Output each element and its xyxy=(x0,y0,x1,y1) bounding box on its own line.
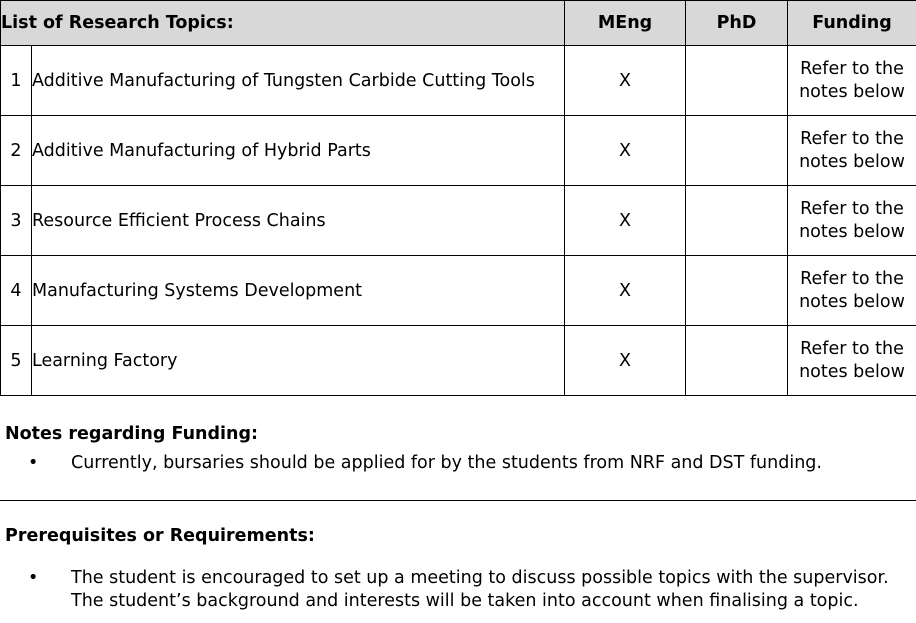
bullet-icon: • xyxy=(28,453,39,473)
row-number: 5 xyxy=(1,326,32,396)
phd-mark xyxy=(686,116,788,186)
table-header-row xyxy=(1,1,916,46)
funding-notes-section xyxy=(0,424,916,475)
row-number: 2 xyxy=(1,116,32,186)
table-row xyxy=(1,116,916,186)
funding-line-1: Refer to the xyxy=(800,58,904,79)
table-row xyxy=(1,186,916,256)
prerequisites-heading: Prerequisites or Requirements: xyxy=(5,526,315,546)
section-divider xyxy=(0,500,916,501)
meng-mark: X xyxy=(565,116,686,186)
funding-line-2: notes below xyxy=(799,361,905,382)
funding-cell xyxy=(788,46,916,116)
topic-title: Manufacturing Systems Development xyxy=(32,256,565,326)
funding-cell xyxy=(788,326,916,396)
meng-mark: X xyxy=(565,326,686,396)
row-number: 4 xyxy=(1,256,32,326)
funding-line-2: notes below xyxy=(799,221,905,242)
topic-title: Additive Manufacturing of Hybrid Parts xyxy=(32,116,565,186)
phd-mark xyxy=(686,46,788,116)
phd-mark xyxy=(686,326,788,396)
table-row xyxy=(1,326,916,396)
list-item xyxy=(0,567,916,613)
funding-notes-heading: Notes regarding Funding: xyxy=(5,424,258,444)
meng-mark: X xyxy=(565,256,686,326)
prerequisite-text: The student is encouraged to set up a meeting to discuss possible topics with the supervisor. The student’s background and interests will be taken into account when finalising a topic. xyxy=(71,568,889,611)
phd-mark xyxy=(686,256,788,326)
bullet-icon: • xyxy=(28,568,39,588)
prerequisites-section xyxy=(0,526,916,613)
funding-line-2: notes below xyxy=(799,81,905,102)
row-number: 3 xyxy=(1,186,32,256)
header-funding: Funding xyxy=(788,1,916,46)
funding-line-1: Refer to the xyxy=(800,338,904,359)
topic-title: Learning Factory xyxy=(32,326,565,396)
header-phd: PhD xyxy=(686,1,788,46)
funding-line-1: Refer to the xyxy=(800,128,904,149)
phd-mark xyxy=(686,186,788,256)
meng-mark: X xyxy=(565,46,686,116)
funding-line-1: Refer to the xyxy=(800,268,904,289)
funding-line-2: notes below xyxy=(799,291,905,312)
header-topics: List of Research Topics: xyxy=(1,1,565,46)
table-row xyxy=(1,256,916,326)
meng-mark: X xyxy=(565,186,686,256)
funding-cell xyxy=(788,116,916,186)
funding-line-1: Refer to the xyxy=(800,198,904,219)
funding-cell xyxy=(788,186,916,256)
table-row xyxy=(1,46,916,116)
list-item xyxy=(0,452,916,475)
topic-title: Additive Manufacturing of Tungsten Carbide Cutting Tools xyxy=(32,46,565,116)
topic-title: Resource Efficient Process Chains xyxy=(32,186,565,256)
funding-line-2: notes below xyxy=(799,151,905,172)
header-meng: MEng xyxy=(565,1,686,46)
funding-cell xyxy=(788,256,916,326)
funding-note-text: Currently, bursaries should be applied for by the students from NRF and DST funding. xyxy=(71,453,822,473)
row-number: 1 xyxy=(1,46,32,116)
